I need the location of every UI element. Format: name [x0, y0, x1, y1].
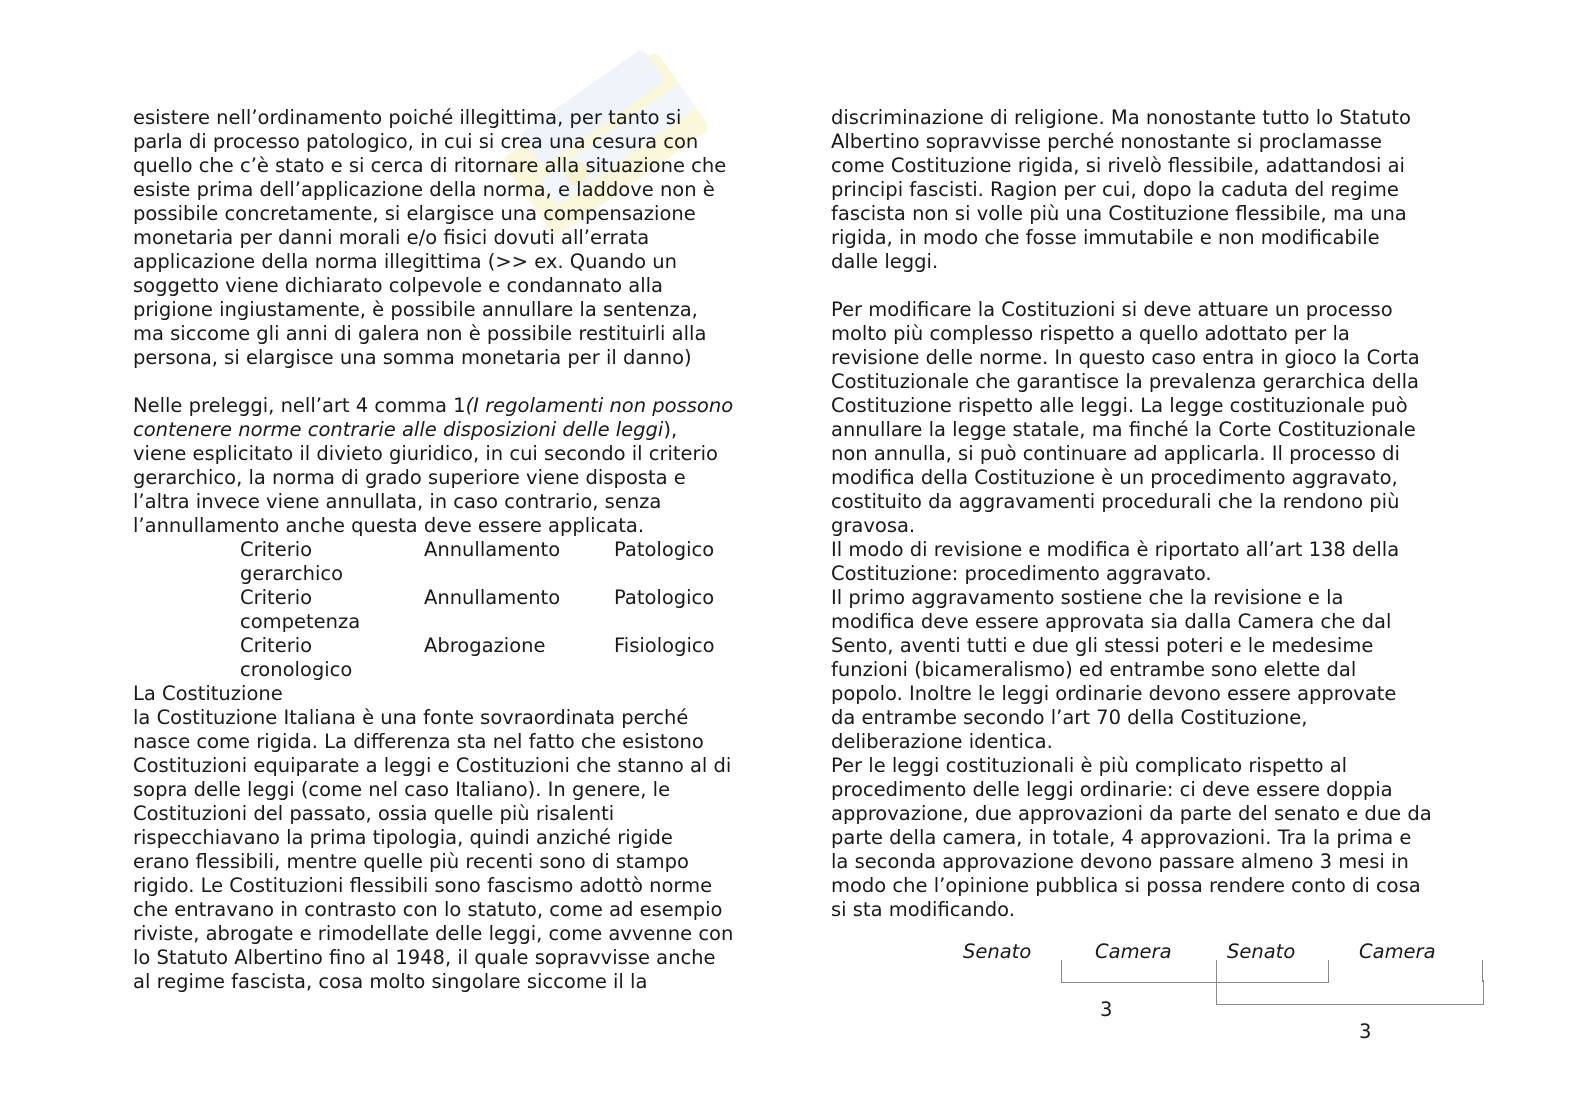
text-line: esistere nell’ordinamento poiché illegittima, per tanto si [133, 106, 682, 129]
left-column [133, 106, 793, 994]
text-line: fascista non si volle più una Costituzione flessibile, ma una [831, 202, 1407, 225]
text-line: l’altra invece viene annullata, in caso contrario, senza [133, 490, 662, 513]
para2-line1-prefix: Nelle preleggi, nell’art 4 comma 1 [133, 394, 466, 417]
text-line: discriminazione di religione. Ma nonostante tutto lo Statuto [831, 106, 1411, 129]
text-line: rispecchiavano la prima tipologia, quindi anziché rigide [133, 826, 673, 849]
text-line: gravosa. [831, 514, 916, 537]
text-line: monetaria per danni morali e/o fisici dovuti all’errata [133, 226, 650, 249]
text-line: revisione delle norme. In questo caso entra in gioco la Corta [831, 346, 1420, 369]
text-line: annullare la legge statale, ma finché la Corte Costituzionale [831, 418, 1416, 441]
text-line: al regime fascista, cosa molto singolare siccome il la [133, 970, 648, 993]
text-line: erano flessibili, mentre quelle più recenti sono di stampo [133, 850, 689, 873]
diagram-label-senato-1: Senato [963, 940, 1032, 963]
text-line: la seconda approvazione devono passare almeno 3 mesi in [831, 850, 1409, 873]
text-line: parte della camera, in totale, 4 approvazioni. Tra la prima e [831, 826, 1412, 849]
right-paragraph-1 [831, 106, 1481, 274]
left-paragraph-3 [133, 706, 793, 994]
text-line: nasce come rigida. La differenza sta nel fatto che esistono [133, 730, 704, 753]
text-line: popolo. Inoltre le leggi ordinarie devono essere approvate [831, 682, 1397, 705]
text-line: molto più complesso rispetto a quello adottato per la [831, 322, 1350, 345]
text-line: Costituzioni del passato, ossia quelle più risalenti [133, 802, 615, 825]
text-line: possibile concretamente, si elargisce una compensazione [133, 202, 696, 225]
bracket-tick [1482, 960, 1483, 982]
para2-line2-italic: contenere norme contrarie alle disposizioni delle leggi [133, 418, 664, 441]
right-paragraph-2 [831, 298, 1481, 922]
text-line: Sento, aventi tutti e due gli stessi poteri e le medesime [831, 634, 1374, 657]
text-line: rigida, in modo che fosse immutabile e non modificabile [831, 226, 1380, 249]
text-line: deliberazione identica. [831, 730, 1053, 753]
text-line: esiste prima dell’applicazione della norma, e laddove non è [133, 178, 715, 201]
section-heading: La Costituzione [133, 682, 283, 705]
text-line: soggetto viene dichiarato colpevole e condannato alla [133, 274, 663, 297]
effect-cell: Annullamento [424, 538, 561, 561]
text-line: lo Statuto Albertino fino al 1948, il quale sopravvisse anche [133, 946, 716, 969]
criterion-cell: Criterio gerarchico [240, 538, 344, 585]
text-line: Il primo aggravamento sostiene che la revisione e la [831, 586, 1344, 609]
text-line: non annulla, si può continuare ad applicarla. Il processo di [831, 442, 1400, 465]
para2-line1-italic: (I regolamenti non possono [465, 394, 734, 417]
right-column [831, 106, 1481, 922]
text-line: parla di processo patologico, in cui si crea una cesura con [133, 130, 699, 153]
left-paragraph-2 [133, 394, 793, 538]
text-line: da entrambe secondo l’art 70 della Costituzione, [831, 706, 1308, 729]
criterion-cell: Criterio competenza [240, 586, 361, 633]
text-line: Per le leggi costituzionali è più complicato rispetto al [831, 754, 1348, 777]
text-line: Albertino sopravvisse perché nonostante si proclamasse [831, 130, 1382, 153]
interval-1-months: 3 [1100, 998, 1113, 1021]
text-line: funzioni (bicameralismo) ed entrambe sono elette dal [831, 658, 1357, 681]
text-line: sopra delle leggi (come nel caso Italiano). In genere, le [133, 778, 671, 801]
text-line: Costituzione: procedimento aggravato. [831, 562, 1212, 585]
text-line: procedimento delle leggi ordinarie: ci deve essere doppia [831, 778, 1393, 801]
text-line: modifica deve essere approvata sia dalla Camera che dal [831, 610, 1392, 633]
text-line: modo che l’opinione pubblica si possa rendere conto di cosa [831, 874, 1421, 897]
left-paragraph-1 [133, 106, 793, 370]
text-line: come Costituzione rigida, si rivelò flessibile, adattandosi ai [831, 154, 1405, 177]
text-line: Costituzioni equiparate a leggi e Costituzioni che stanno al di [133, 754, 732, 777]
bracket-tick [1216, 960, 1217, 982]
text-line: dalle leggi. [831, 250, 939, 273]
text-line: prigione ingiustamente, è possibile annullare la sentenza, [133, 298, 698, 321]
para2-line2-suffix: ), [663, 418, 678, 441]
text-line: quello che c’è stato e si cerca di ritornare alla situazione che [133, 154, 727, 177]
diagram-label-camera-1: Camera [1095, 940, 1172, 963]
text-line: Costituzionale che garantisce la prevalenza gerarchica della [831, 370, 1419, 393]
text-line: rigido. Le Costituzioni flessibili sono fascismo adottò norme [133, 874, 713, 897]
text-line: la Costituzione Italiana è una fonte sovraordinata perché [133, 706, 689, 729]
process-cell: Patologico [614, 538, 715, 561]
text-line: ma siccome gli anni di galera non è possibile restituirli alla [133, 322, 707, 345]
text-line: approvazione, due approvazioni da parte del senato e due da [831, 802, 1432, 825]
text-line: Costituzione rispetto alle leggi. La legge costituzionale può [831, 394, 1408, 417]
criterion-cell: Criterio cronologico [240, 634, 353, 681]
text-line: Il modo di revisione e modifica è riportato all’art 138 della [831, 538, 1400, 561]
table-row [240, 634, 764, 682]
text-line: riviste, abrogate e rimodellate delle leggi, come avvenne con [133, 922, 734, 945]
text-line: principi fascisti. Ragion per cui, dopo la caduta del regime [831, 178, 1399, 201]
table-row [240, 538, 764, 586]
text-line: costituito da aggravamenti procedurali che la rendono più [831, 490, 1400, 513]
effect-cell: Abrogazione [424, 634, 546, 657]
text-line: si sta modificando. [831, 898, 1015, 921]
text-line: modifica della Costituzione è un procedimento aggravato, [831, 466, 1398, 489]
process-cell: Patologico [614, 586, 715, 609]
interval-2-months: 3 [1359, 1020, 1372, 1043]
criteria-table [240, 538, 764, 682]
diagram-label-senato-2: Senato [1227, 940, 1296, 963]
text-line: che entravano in contrasto con lo statuto, come ad esempio [133, 898, 723, 921]
text-line: Per modificare la Costituzioni si deve attuare un processo [831, 298, 1393, 321]
interval-bracket-2 [1216, 980, 1484, 1005]
diagram-label-camera-2: Camera [1359, 940, 1436, 963]
text-line: applicazione della norma illegittima (>> ex. Quando un [133, 250, 678, 273]
text-line: l’annullamento anche questa deve essere applicata. [133, 514, 645, 537]
table-row [240, 586, 764, 634]
text-line: gerarchico, la norma di grado superiore viene disposta e [133, 466, 686, 489]
text-line: persona, si elargisce una somma monetaria per il danno) [133, 346, 692, 369]
process-cell: Fisiologico [614, 634, 715, 657]
effect-cell: Annullamento [424, 586, 561, 609]
text-line: viene esplicitato il divieto giuridico, in cui secondo il criterio [133, 442, 718, 465]
